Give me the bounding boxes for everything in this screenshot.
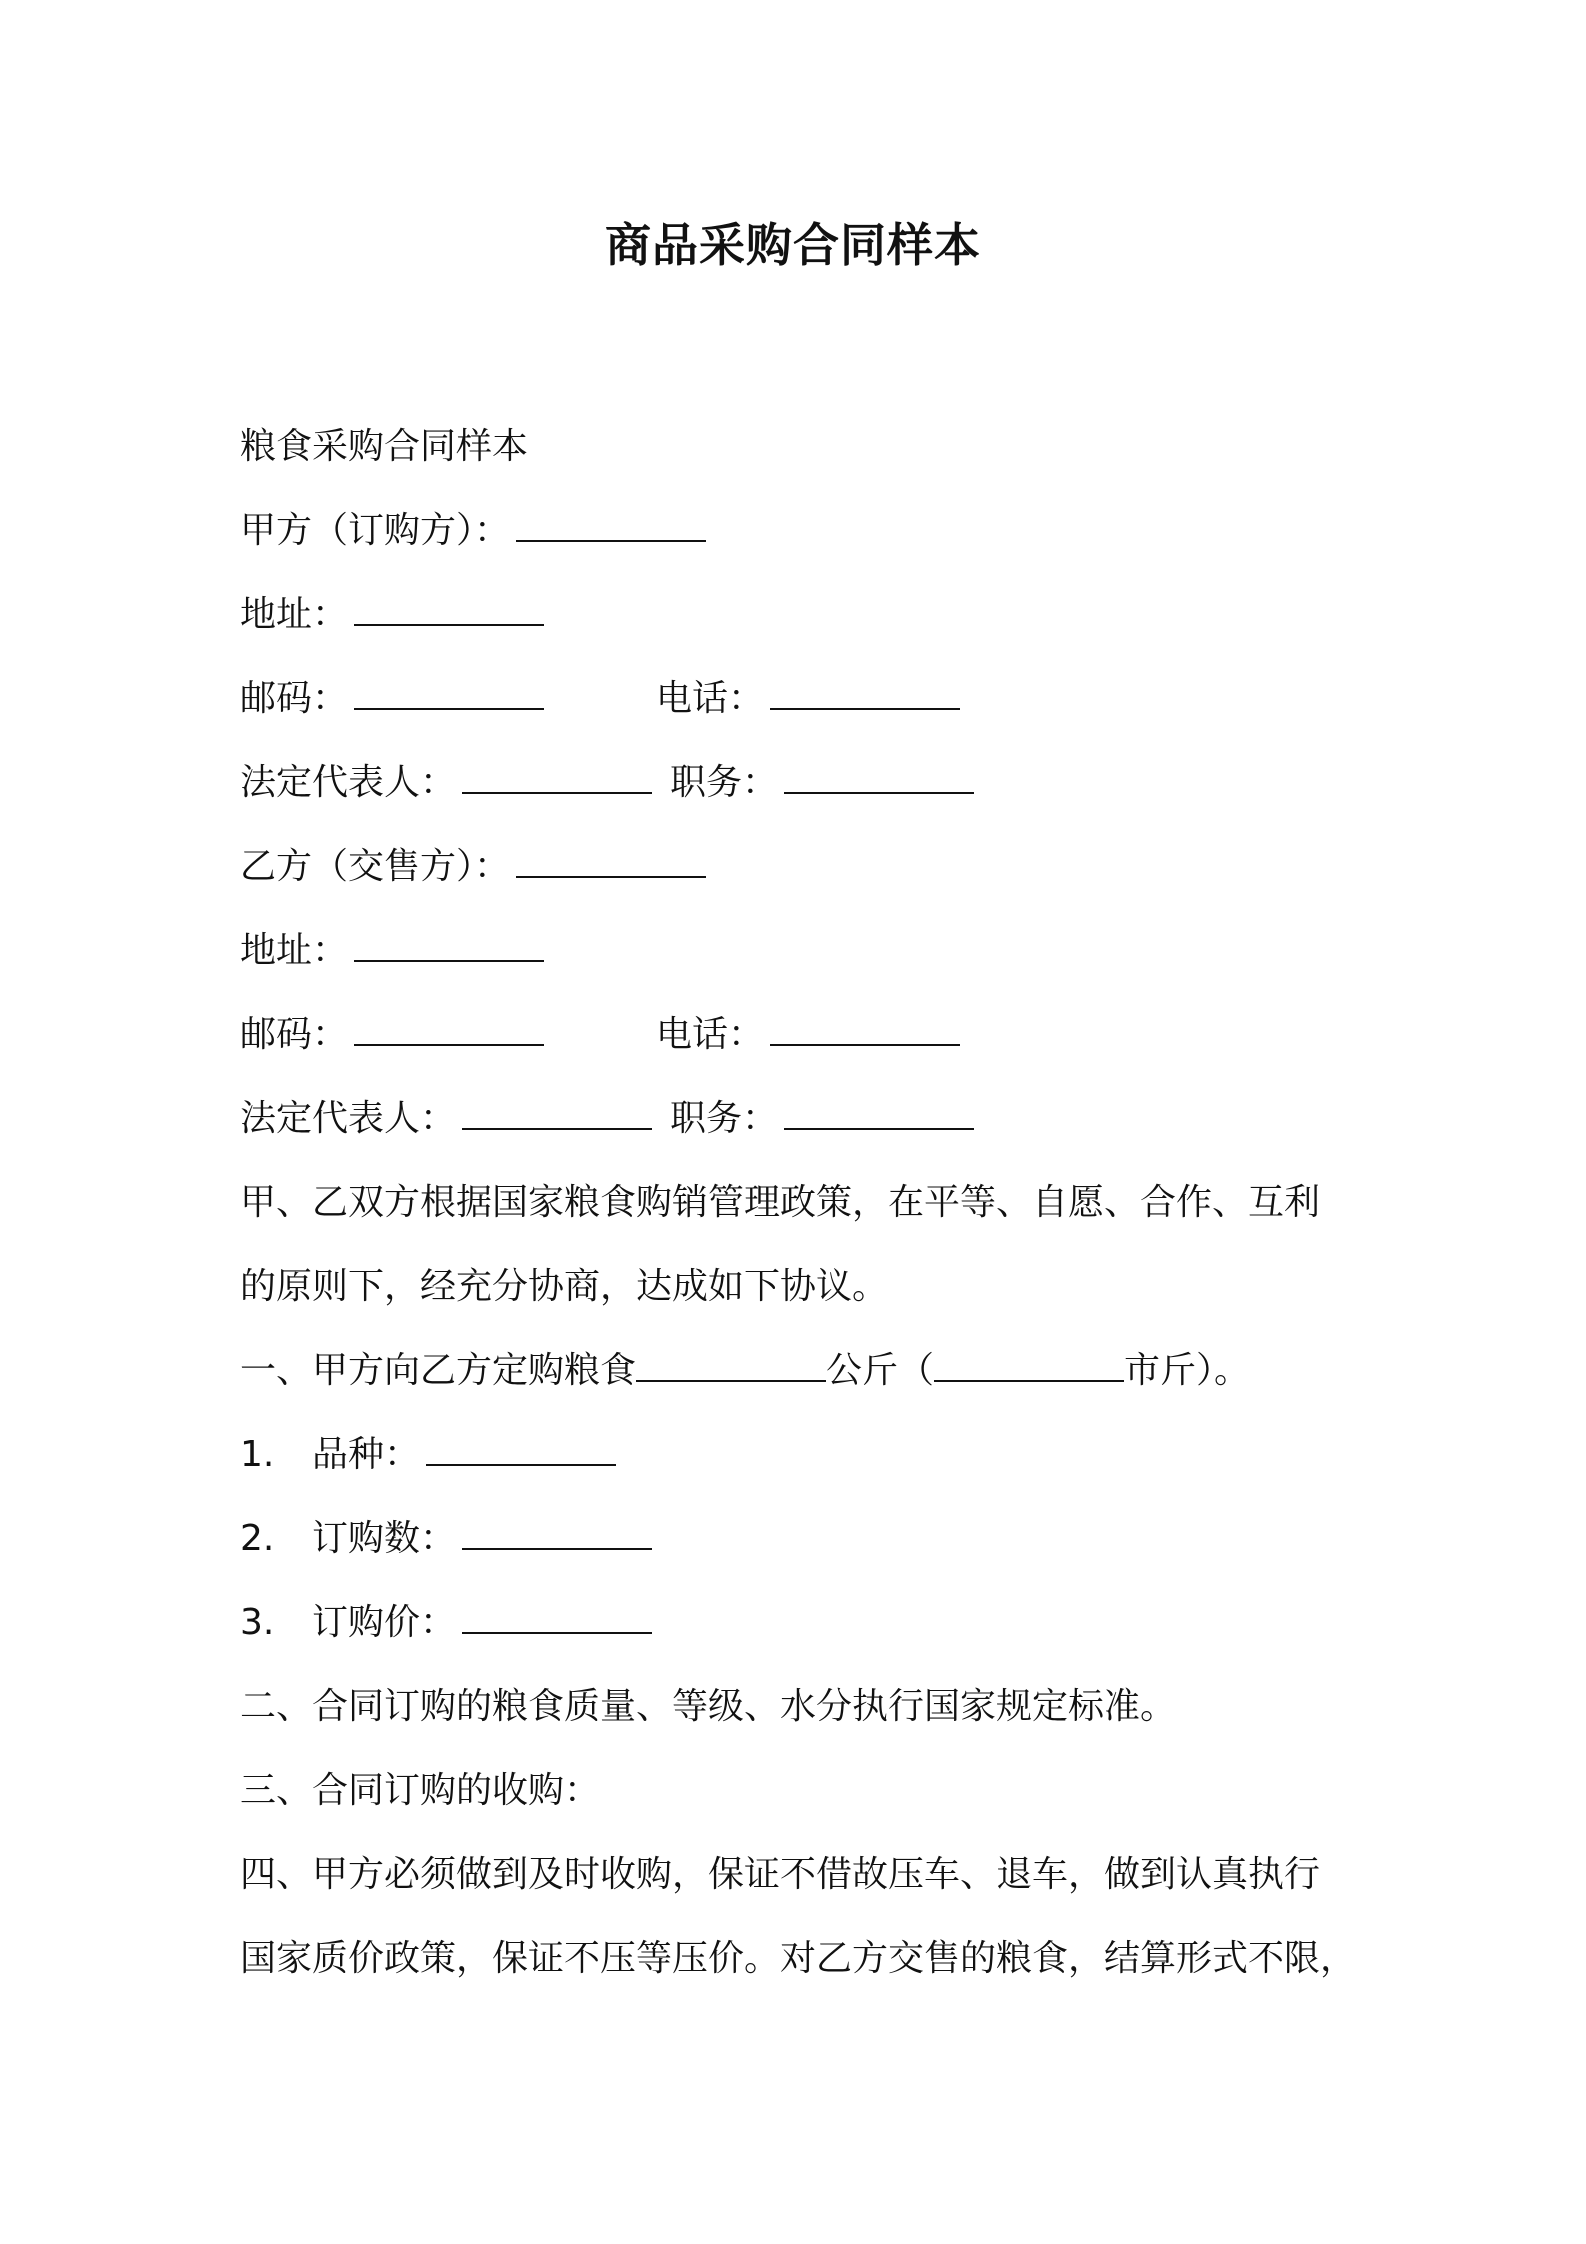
party-b-postcode-blank[interactable] [354, 1004, 544, 1046]
document-subtitle: 粮食采购合同样本 [240, 426, 529, 467]
party-a-contact-line [240, 657, 1360, 741]
party-a-position-label: 职务： [670, 762, 779, 803]
clause-4-line-1: 四、甲方必须做到及时收购，保证不借故压车、退车，做到认真执行 [240, 1854, 1321, 1895]
party-b-blank[interactable] [516, 836, 706, 878]
party-a-legal-rep-blank[interactable] [462, 752, 652, 794]
clause-1-item-quantity [240, 1497, 1360, 1581]
party-b-phone-blank[interactable] [770, 1004, 960, 1046]
party-a-rep-line [240, 741, 1360, 825]
party-b-address-line [240, 909, 1360, 993]
item-label: 品种： [312, 1434, 421, 1475]
clause-1-unit-jin: 市斤）。 [1124, 1350, 1251, 1391]
party-a-address-blank[interactable] [354, 584, 544, 626]
document-body [240, 405, 1360, 2001]
party-b-label: 乙方（交售方）： [240, 846, 511, 887]
party-a-line [240, 489, 1360, 573]
party-b-address-blank[interactable] [354, 920, 544, 962]
clause-4-line-2: 国家质价政策，保证不压等压价。对乙方交售的粮食，结算形式不限， [240, 1938, 1357, 1979]
intro-line-1: 甲、乙双方根据国家粮食购销管理政策，在平等、自愿、合作、互利 [240, 1182, 1321, 1223]
party-a-postcode-blank[interactable] [354, 668, 544, 710]
item-number: 3. [240, 1602, 275, 1643]
document-title: 商品采购合同样本 [605, 218, 981, 272]
party-a-phone-label: 电话： [656, 678, 765, 719]
party-a-blank[interactable] [516, 500, 706, 542]
clause-1-quantity-jin-blank[interactable] [934, 1340, 1124, 1382]
clause-1-line [240, 1329, 1360, 1413]
clause-1-prefix: 一、甲方向乙方定购粮食 [240, 1350, 637, 1391]
party-b-line [240, 825, 1360, 909]
party-a-address-line [240, 573, 1360, 657]
party-a-phone-blank[interactable] [770, 668, 960, 710]
party-a-label: 甲方（订购方）： [240, 510, 511, 551]
clause-2: 二、合同订购的粮食质量、等级、水分执行国家规定标准。 [240, 1686, 1177, 1727]
party-b-position-label: 职务： [670, 1098, 779, 1139]
item-label: 订购价： [312, 1602, 457, 1643]
item-label: 订购数： [312, 1518, 457, 1559]
clause-1-quantity-kg-blank[interactable] [636, 1340, 826, 1382]
party-b-phone-label: 电话： [656, 1014, 765, 1055]
party-b-legal-rep-label: 法定代表人： [240, 1098, 457, 1139]
intro-line-2: 的原则下，经充分协商，达成如下协议。 [240, 1266, 889, 1307]
clause-1-item-price [240, 1581, 1360, 1665]
party-b-legal-rep-blank[interactable] [462, 1088, 652, 1130]
item-number: 2. [240, 1518, 275, 1559]
order-price-blank[interactable] [462, 1592, 652, 1634]
party-a-address-label: 地址： [240, 594, 349, 635]
party-b-position-blank[interactable] [784, 1088, 974, 1130]
party-b-contact-line [240, 993, 1360, 1077]
party-b-rep-line [240, 1077, 1360, 1161]
party-a-position-blank[interactable] [784, 752, 974, 794]
clause-3: 三、合同订购的收购： [240, 1770, 601, 1811]
party-a-legal-rep-label: 法定代表人： [240, 762, 457, 803]
party-a-postcode-label: 邮码： [240, 678, 349, 719]
clause-1-item-variety [240, 1413, 1360, 1497]
party-b-address-label: 地址： [240, 930, 349, 971]
party-b-postcode-label: 邮码： [240, 1014, 349, 1055]
item-number: 1. [240, 1434, 275, 1475]
order-quantity-blank[interactable] [462, 1508, 652, 1550]
variety-blank[interactable] [426, 1424, 616, 1466]
clause-1-unit-kg: 公斤（ [826, 1350, 935, 1391]
